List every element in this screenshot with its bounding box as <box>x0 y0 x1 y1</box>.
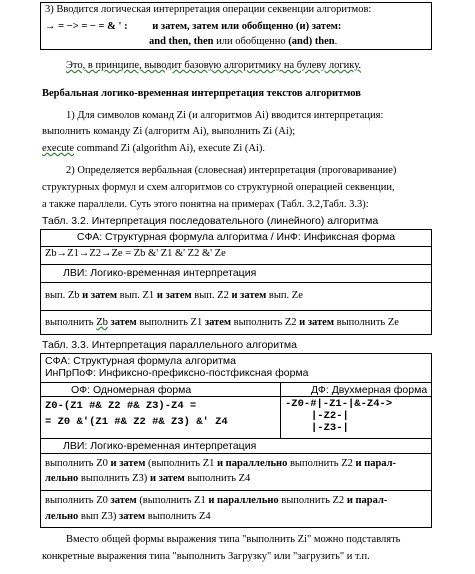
p2-line1: 2) Определяется вербальная (словесная) интерпретация (проговаривание) <box>66 165 397 176</box>
t33r1b-s0: лельно <box>45 473 79 484</box>
t32r1-s2: вып. Z1 <box>117 290 157 301</box>
top-box-line3-end: . <box>334 36 338 47</box>
table33-col2-header: ДФ: Двухмерная форма <box>311 384 428 396</box>
top-box-line1: 3) Вводится логическая интерпретация операции секвенции алгоритмов: <box>45 4 372 15</box>
closing-line2: конкретные выражения типа "выполнить Загрузку" или "загрузить" и т.п. <box>42 551 370 562</box>
t32r2-s5: выполнить Z2 <box>231 317 300 328</box>
p1-line1: 1) Для символов команд Zi (и алгоритмов Ai) вводится интерпретация: <box>66 110 384 121</box>
t33r1b-s2: и затем <box>149 473 185 484</box>
top-box-line2-text: и затем, затем или обобщенно (и) затем: <box>152 21 342 32</box>
t33r2a-s2: (выполнить Z1 <box>136 495 209 506</box>
top-box-line2 <box>45 21 431 32</box>
t32r2-s4: затем <box>204 317 232 328</box>
table33-col1-line1: Z0-(Z1 #& Z2 #& Z3)-Z4 = <box>45 400 197 412</box>
table33 <box>40 353 432 528</box>
p2-line3: а также параллели. Суть этого понятна на примерах (Табл. 3.2,Табл. 3.3): <box>42 199 369 210</box>
table33-col1-line2: = Z0 &'(Z1 #& Z2 #& Z3) &' Z4 <box>45 416 228 428</box>
t32r1-s4: вып. Z2 <box>191 290 232 301</box>
table32-formula: Zb→Z1→Z2→Ze = Zb &' Z1 &' Z2 &' Ze <box>45 248 226 259</box>
t32r2-s7: выполнить Ze <box>334 317 399 328</box>
p2-line2: структурных формул и схем алгоритмов со структурной операцией секвенции, <box>42 182 395 193</box>
arrow-symbols: → = −> = − = & ' : <box>45 21 128 32</box>
and-then-text: and then, then <box>149 36 214 47</box>
p1-line3 <box>42 143 265 154</box>
t32r1-s3: и затем <box>156 290 192 301</box>
closing-line1: Вместо общей формы выражения типа "выполнить Zi" можно подставлять <box>66 534 401 545</box>
t33r1a-s0: выполнить Z0 <box>45 458 111 469</box>
t33r2a-s3: и параллельно <box>208 495 279 506</box>
t32r2-s6: и затем <box>299 317 334 328</box>
t32r2-s0: выполнить <box>45 317 97 328</box>
t33r2b-s2: затем <box>118 511 146 522</box>
t33r1a-s2: (выполнить Z1 <box>145 458 217 469</box>
t33r2b-s3: выполнить Z4 <box>145 511 211 522</box>
and-then-generic: (and) then <box>288 36 335 47</box>
section-heading: Вербальная логико-временная интерпретация текстов алгоритмов <box>42 88 361 99</box>
p1-line2: выполнить команду Zi (алгоритм Ai), выполнить Zi (Ai); <box>42 126 296 137</box>
intro-line: Это, в принципе, выводит базовую алгоритмику на булеву логику. <box>66 60 362 71</box>
execute-word: execute <box>42 143 75 154</box>
t32r1-s6: вып. Ze <box>266 290 303 301</box>
table33-head1: СФА: Структурная формула алгоритма <box>45 355 236 367</box>
t33r2a-s5: и парал- <box>346 495 388 506</box>
table32 <box>40 229 432 335</box>
table32-row2 <box>45 317 431 328</box>
t33r2a-s4: выполнить Z2 <box>278 495 347 506</box>
t33r1a-s3: и параллельно <box>217 458 288 469</box>
top-box <box>40 2 432 50</box>
t33r1b-s3: выполнить Z4 <box>184 473 251 484</box>
t32r2-s2: затем <box>107 317 137 328</box>
table33-col2-line3: |-Z3-| <box>311 422 349 434</box>
table33-col2-line2: |-Z2-| <box>311 410 349 422</box>
table33-col2-line1: -Z0-#|-Z1-|&-Z4-> <box>285 398 393 410</box>
t32r2-s3: выполнить Z1 <box>136 317 205 328</box>
table33-col1-header: ОФ: Одномерная форма <box>71 384 192 396</box>
t33r2b-s1: вып Z3) <box>78 511 119 522</box>
t33r1a-s5: и парал- <box>355 458 397 469</box>
table32-lvi-header: ЛВИ: Логико-временная интерпретация <box>63 267 257 279</box>
t32r2-s1: Zb <box>96 317 108 328</box>
t33r2a-s1: затем <box>110 495 137 506</box>
table33-row1-line1 <box>45 458 431 469</box>
table33-lvi-header: ЛВИ: Логико-временная интерпретация <box>63 440 257 452</box>
t32r1-s5: и затем <box>231 290 267 301</box>
table32-row1 <box>45 290 431 301</box>
top-box-line3-mid: или обобщенно <box>213 36 289 47</box>
t32r1-s0: вып. Zb <box>45 290 83 301</box>
t33r1a-s1: и затем <box>110 458 146 469</box>
table33-caption: Табл. 3.3. Интерпретация параллельного алгоритма <box>42 339 297 351</box>
table33-row1-line2 <box>45 473 431 484</box>
table33-row2-line1 <box>45 495 431 506</box>
t33r2a-s0: выполнить Z0 <box>45 495 111 506</box>
t33r2b-s0: лельно <box>45 511 79 522</box>
table33-row2-line2 <box>45 511 431 522</box>
table33-head2: ИнПрПоФ: Инфиксно-префиксно-постфиксная форма <box>45 367 309 379</box>
p1-line3-rest: command Zi (algorithm Ai), execute Zi (Ai). <box>74 143 266 154</box>
top-box-line3 <box>149 36 431 47</box>
t33r1b-s1: выполнить Z3) <box>78 473 150 484</box>
table32-sfa-header: СФА: Структурная формула алгоритма / ИнФ: Инфиксная форма <box>76 231 396 243</box>
table32-caption: Табл. 3.2. Интерпретация последовательного (линейного) алгоритма <box>42 215 379 227</box>
t32r1-s1: и затем <box>82 290 118 301</box>
t33r1a-s4: выполнить Z2 <box>287 458 356 469</box>
